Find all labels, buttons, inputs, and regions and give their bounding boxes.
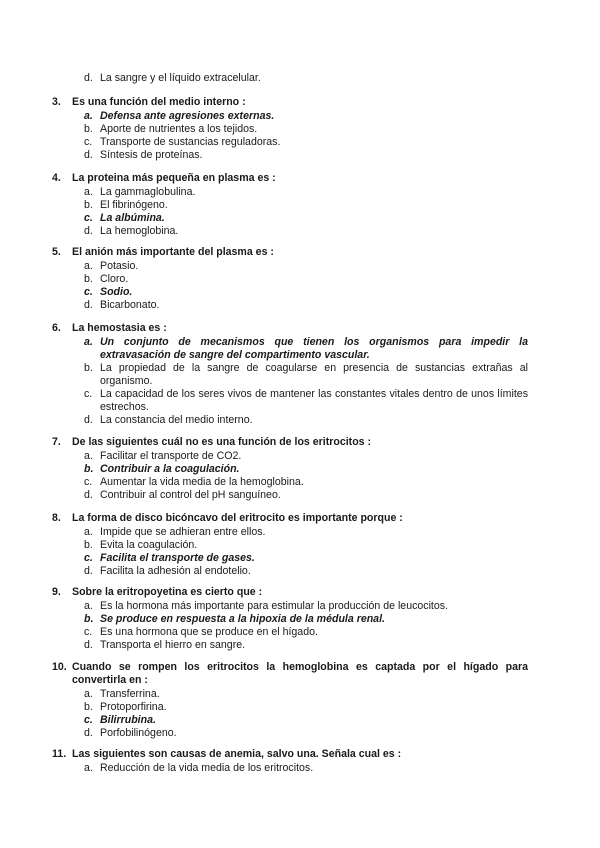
option-letter: b. [84,613,94,625]
question-11 [52,748,528,775]
question-5 [52,246,528,312]
option-a [84,110,528,123]
option-text: Reducción de la vida media de los eritrocitos. [100,762,314,774]
question-heading [52,748,528,761]
option-letter: b. [84,701,93,713]
option-text: La sangre y el líquido extracelular. [100,72,261,84]
option-text: Bicarbonato. [100,299,160,311]
option-a [84,260,528,273]
option-text: La capacidad de los seres vivos de mantener las constantes vitales dentro de unos límites estrechos. [100,388,528,413]
option-letter: c. [84,476,93,488]
question-4 [52,172,528,238]
option-b [84,123,528,136]
question-text: Las siguientes son causas de anemia, salvo una. Señala cual es : [72,748,402,760]
question-text: La forma de disco bicóncavo del eritrocito es importante porque : [72,512,403,524]
option-letter: c. [84,388,93,400]
option-d [84,565,528,578]
option-d [84,72,528,85]
question-number: 9. [52,586,61,598]
option-d [84,299,528,312]
option-letter: a. [84,600,93,612]
question-text: El anión más importante del plasma es : [72,246,274,258]
option-text: Contribuir al control del pH sanguíneo. [100,489,281,501]
question-number: 5. [52,246,61,258]
option-letter: d. [84,299,93,311]
question-heading [52,436,528,449]
option-text: Evita la coagulación. [100,539,198,551]
option-text: Potasio. [100,260,139,272]
option-c [84,552,528,565]
option-text: Es una hormona que se produce en el hígado. [100,626,318,638]
option-d [84,149,528,162]
option-text: Aporte de nutrientes a los tejidos. [100,123,258,135]
option-text: La hemoglobina. [100,225,179,237]
option-text: Transferrina. [100,688,160,700]
option-letter: d. [84,639,93,651]
question-number: 10. [52,661,67,673]
option-text: Aumentar la vida media de la hemoglobina. [100,476,304,488]
question-2-tail [52,72,528,85]
option-d [84,639,528,652]
option-letter: a. [84,688,93,700]
option-b [84,613,528,626]
option-text: Defensa ante agresiones externas. [100,110,275,122]
option-a [84,450,528,463]
option-text: La albúmina. [100,212,165,224]
question-heading [52,322,528,335]
option-d [84,225,528,238]
option-text: La propiedad de la sangre de coagularse en presencia de sustancias extrañas al organismo. [100,362,528,387]
option-text: Facilitar el transporte de CO2. [100,450,242,462]
option-a [84,762,528,775]
option-text: Síntesis de proteínas. [100,149,203,161]
option-c [84,626,528,639]
question-6 [52,322,528,427]
option-letter: d. [84,225,93,237]
option-letter: a. [84,336,93,348]
option-d [84,727,528,740]
option-letter: b. [84,273,93,285]
option-c [84,136,528,149]
option-text: Transporta el hierro en sangre. [100,639,246,651]
question-number: 6. [52,322,61,334]
option-b [84,362,528,388]
option-letter: d. [84,489,93,501]
option-a [84,600,528,613]
question-number: 8. [52,512,61,524]
option-letter: c. [84,212,93,224]
question-9 [52,586,528,652]
option-b [84,273,528,286]
option-letter: a. [84,526,93,538]
question-heading [52,96,528,109]
option-a [84,186,528,199]
option-letter: c. [84,714,93,726]
question-heading [52,586,528,599]
option-text: Transporte de sustancias reguladoras. [100,136,281,148]
option-letter: d. [84,727,93,739]
option-c [84,212,528,225]
option-b [84,199,528,212]
option-b [84,539,528,552]
question-text: De las siguientes cuál no es una función de los eritrocitos : [72,436,372,448]
question-number: 4. [52,172,61,184]
option-letter: a. [84,260,93,272]
question-heading [52,512,528,525]
question-number: 11. [52,748,67,760]
option-letter: d. [84,565,93,577]
question-text: Cuando se rompen los eritrocitos la hemoglobina es captada por el hígado para convertirla en : [72,661,528,686]
option-letter: d. [84,72,93,84]
question-text: Sobre la eritropoyetina es cierto que : [72,586,263,598]
question-text: La proteina más pequeña en plasma es : [72,172,276,184]
option-b [84,463,528,476]
option-text: Cloro. [100,273,129,285]
option-letter: d. [84,414,93,426]
option-letter: b. [84,539,93,551]
option-text: La constancia del medio interno. [100,414,253,426]
option-text: Bilirrubina. [100,714,156,726]
option-text: La gammaglobulina. [100,186,196,198]
option-letter: d. [84,149,93,161]
option-c [84,388,528,414]
question-text: Es una función del medio interno : [72,96,246,108]
option-text: El fibrinógeno. [100,199,168,211]
option-c [84,476,528,489]
option-c [84,714,528,727]
option-letter: b. [84,362,93,374]
option-text: Protoporfirina. [100,701,167,713]
option-d [84,414,528,427]
option-a [84,526,528,539]
option-text: Facilita la adhesión al endotelio. [100,565,251,577]
option-letter: c. [84,136,93,148]
question-10 [52,661,528,740]
option-text: Sodio. [100,286,133,298]
option-letter: b. [84,123,93,135]
option-letter: a. [84,186,93,198]
option-letter: b. [84,463,94,475]
question-number: 3. [52,96,61,108]
option-text: Impide que se adhieran entre ellos. [100,526,266,538]
option-a [84,688,528,701]
question-heading [52,172,528,185]
option-d [84,489,528,502]
option-text: Se produce en respuesta a la hipoxia de la médula renal. [100,613,385,625]
option-letter: c. [84,626,93,638]
option-letter: a. [84,110,93,122]
option-c [84,286,528,299]
option-text: Facilita el transporte de gases. [100,552,255,564]
option-text: Es la hormona más importante para estimular la producción de leucocitos. [100,600,449,612]
question-number: 7. [52,436,61,448]
question-8 [52,512,528,578]
option-letter: c. [84,552,93,564]
option-letter: a. [84,450,93,462]
question-text: La hemostasia es : [72,322,167,334]
option-letter: b. [84,199,93,211]
option-letter: c. [84,286,93,298]
option-text: Un conjunto de mecanismos que tienen los organismos para impedir la extravasación de sangre del compartimento vascular. [100,336,528,361]
option-a [84,336,528,362]
question-heading [52,246,528,259]
option-text: Contribuir a la coagulación. [100,463,240,475]
question-heading [52,661,528,687]
option-b [84,701,528,714]
question-3 [52,96,528,162]
option-text: Porfobilinógeno. [100,727,177,739]
question-7 [52,436,528,502]
option-letter: a. [84,762,93,774]
